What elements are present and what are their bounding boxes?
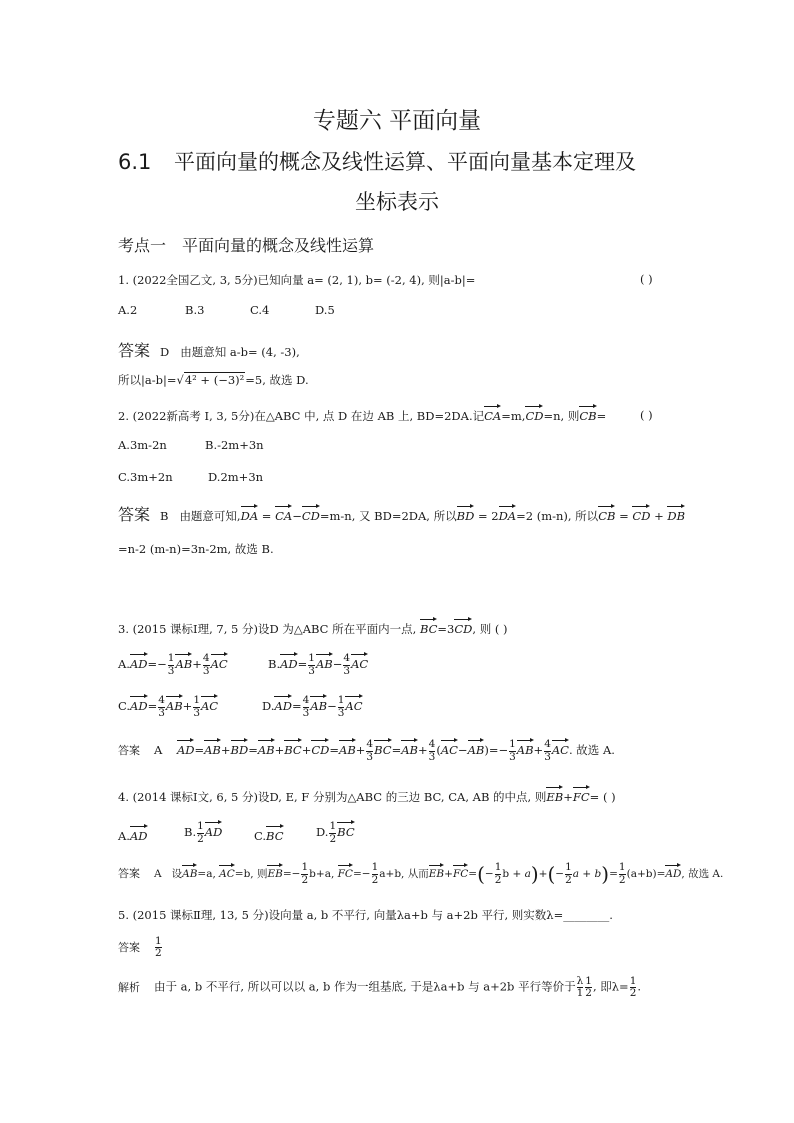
fraction	[203, 653, 210, 676]
numerator: 1	[301, 861, 309, 874]
answer-label: 答案	[118, 940, 140, 954]
denominator: 3	[202, 664, 210, 677]
q1-answer-line2: 所以|a-b|=√4² + (−3)²=5, 故选 D.	[118, 373, 309, 387]
vector: AB	[339, 738, 356, 757]
fraction	[303, 695, 310, 718]
numerator: 1	[197, 820, 204, 833]
q5-stem: 5. (2015 课标Ⅱ理, 13, 5 分)设向量 a, b 不平行, 向量λa+b 与 a+2b 平行, 则实数λ=________.	[118, 908, 613, 922]
q3-option-b: B.AD= $\frac{1}{3}$ AB− $\frac{4}{3}$ AC	[268, 652, 369, 677]
q5-explanation	[118, 976, 641, 999]
numerator: 1	[585, 975, 592, 987]
vector: AD	[205, 820, 223, 839]
answer-text: =2 (m-n), 所以	[516, 509, 599, 523]
q4-option-d	[316, 820, 355, 845]
q2-answer: 答案 B 由题意可知,DA = CA−CD=m-n, 又 BD=2DA, 所以BD = 2DA=2 (m-n), 所以CB = CD + DB	[118, 505, 686, 524]
answer-text: 由题意可知,	[179, 509, 241, 523]
numerator: λ	[576, 975, 584, 987]
vector: BC	[374, 738, 391, 757]
section-title-line2: 坐标表示	[355, 190, 439, 214]
vector: CA	[275, 504, 292, 523]
vector: CD	[302, 504, 320, 523]
q3-option-d: D.AD= $\frac{4}{3}$ AB− $\frac{1}{3}$ AC	[262, 694, 363, 719]
vector: AD	[274, 694, 292, 713]
answer-text: =5, 故选 D.	[245, 373, 309, 387]
vector: FC	[453, 863, 468, 880]
q4-answer: 答案 A 设AB=a, AC=b, 则EB=− $\frac{1}{2}$ b+a, FC=− $\frac{1}{2}$ a+b, 从而EB+FC=(− $\frac{1}{2}$ b + a)+(− $\frac{1}{2}$ a + b)= $\frac{1}{2}$ (a+b)=AD, 故选 A.	[118, 861, 724, 886]
denominator: 3	[343, 664, 351, 677]
option-label: D.	[262, 699, 275, 713]
denominator: 2	[301, 873, 309, 886]
denominator: 3	[302, 706, 310, 719]
vector: AD	[130, 652, 148, 671]
section-number: 6.1	[118, 150, 152, 174]
vector: CB	[579, 404, 596, 423]
vector: AD	[177, 738, 195, 757]
vector: AC	[211, 652, 228, 671]
vector: AB	[182, 863, 197, 880]
denominator: 1	[576, 987, 584, 1000]
vector: AB	[401, 738, 418, 757]
answer-letter: A	[154, 868, 162, 880]
numerator: 1	[629, 975, 637, 987]
vector: AB	[316, 652, 333, 671]
numerator: 1	[167, 652, 175, 665]
vector: AC	[351, 652, 368, 671]
denominator: 3	[308, 664, 315, 677]
fraction	[329, 821, 336, 844]
answer-text: 设	[171, 868, 183, 880]
fraction	[429, 739, 436, 762]
denominator: 3	[167, 664, 175, 677]
vector: DA	[241, 504, 259, 523]
denominator: 3	[544, 750, 551, 763]
section-title-line1: 平面向量的概念及线性运算、平面向量基本定理及	[174, 150, 636, 174]
topic-heading	[118, 233, 374, 256]
answer-letter: B	[160, 509, 169, 523]
vector: AD	[665, 863, 681, 880]
fraction	[197, 821, 204, 844]
q3-stem	[118, 617, 508, 637]
text: =	[596, 409, 607, 423]
option-label: C.	[254, 829, 267, 843]
numerator: 4	[544, 738, 551, 751]
vector: AB	[468, 738, 485, 757]
denominator: 2	[585, 987, 592, 1000]
text: , 则 ( )	[472, 622, 508, 636]
numerator: 1	[308, 652, 315, 665]
q3-answer: 答案 A AD=AB+BD=AB+BC+CD=AB+ $\frac{4}{3}$ BC=AB+ $\frac{4}{3}$ (AC−AB)=− $\frac{1}{3}$ AB+ $\frac{4}{3}$ AC. 故选 A.	[118, 738, 615, 763]
numerator: 1	[618, 861, 626, 874]
q1-option-b: B.3	[185, 303, 205, 317]
fraction	[495, 862, 502, 885]
vector: BC	[420, 617, 437, 636]
answer-label: 答案	[118, 744, 140, 757]
q1-option-d: D.5	[315, 303, 335, 317]
vector: CD	[525, 404, 543, 423]
q4-stem: 4. (2014 课标Ⅰ文, 6, 5 分)设D, E, F 分别为△ABC 的三边 BC, CA, AB 的中点, 则EB+FC= ( )	[118, 785, 616, 805]
fraction	[585, 976, 592, 999]
denominator: 2	[494, 873, 502, 886]
fraction	[509, 739, 516, 762]
vector: EB	[429, 863, 444, 880]
section-heading	[118, 146, 636, 176]
denominator: 2	[565, 873, 572, 886]
q2-option-b: B.-2m+3n	[205, 438, 264, 452]
vector: AC	[345, 694, 362, 713]
explanation-text: .	[637, 979, 642, 994]
vector: EB	[546, 785, 563, 804]
denominator: 3	[366, 750, 374, 763]
q1-option-c: C.4	[250, 303, 270, 317]
vector: DA	[499, 504, 517, 523]
fraction	[308, 653, 315, 676]
fraction	[544, 739, 551, 762]
answer-label: 答案	[118, 341, 151, 360]
denominator: 2	[371, 873, 379, 886]
vector: EB	[267, 863, 282, 880]
page-title: 专题六 平面向量	[312, 108, 482, 134]
denominator: 3	[509, 750, 516, 763]
numerator: 1	[155, 935, 162, 947]
option-label: B.	[184, 825, 197, 839]
q1-paren: ( )	[640, 272, 653, 286]
denominator: 2	[155, 947, 162, 960]
q2-answer-line2: =n-2 (m-n)=3n-2m, 故选 B.	[118, 542, 274, 556]
option-label: C.	[118, 699, 131, 713]
denominator: 2	[629, 987, 637, 1000]
q4-option-a	[118, 824, 148, 843]
denominator: 3	[193, 706, 200, 719]
q2-option-a: A.3m-2n	[118, 438, 167, 452]
vector: BD	[457, 504, 475, 523]
q4-option-c	[254, 824, 284, 843]
vector: CD	[632, 504, 650, 523]
vector: AC	[201, 694, 218, 713]
numerator: 1	[509, 738, 516, 751]
vector: AB	[258, 738, 275, 757]
option-label: A.	[118, 657, 130, 671]
denominator: 2	[618, 873, 626, 886]
answer-text: . 故选 A.	[568, 743, 615, 757]
q1-stem: 1. (2022全国乙文, 3, 5分)已知向量 a= (2, 1), b= (-2, 4), 则|a-b|=	[118, 273, 476, 287]
option-label: D.	[316, 825, 329, 839]
fraction	[343, 653, 350, 676]
fraction	[577, 976, 584, 999]
answer-fraction	[155, 936, 162, 959]
explanation-text: 由于 a, b 不平行, 所以可以以 a, b 作为一组基底, 于是λa+b 与 a+2b 平行等价于	[154, 979, 576, 994]
explanation-text: , 即λ=	[592, 979, 629, 994]
topic-title: 平面向量的概念及线性运算	[182, 236, 375, 255]
fraction	[630, 976, 637, 999]
vector: CA	[484, 404, 501, 423]
numerator: 4	[428, 738, 436, 751]
answer-letter: D	[160, 345, 170, 359]
numerator: 4	[302, 694, 310, 707]
answer-text: 由题意知 a-b= (4, -3),	[180, 345, 300, 359]
vector: AB	[517, 738, 534, 757]
denominator: 3	[428, 750, 436, 763]
answer-label: 答案	[118, 505, 151, 524]
q2-option-c: C.3m+2n	[118, 470, 173, 484]
vector: AB	[166, 694, 183, 713]
text: =3	[437, 622, 455, 636]
fraction	[301, 862, 308, 885]
fraction	[193, 695, 200, 718]
numerator: 4	[366, 738, 374, 751]
numerator: 4	[202, 652, 210, 665]
numerator: 4	[158, 694, 165, 707]
q2-stem-text: 2. (2022新高考 I, 3, 5分)在△ABC 中, 点 D 在边 AB 上, BD=2DA.记	[118, 409, 485, 423]
topic-label: 考点一	[118, 236, 167, 255]
text: =m,	[501, 409, 526, 423]
vector: AC	[552, 738, 569, 757]
text: =n, 则	[543, 409, 580, 423]
vector: DB	[667, 504, 685, 523]
fraction	[338, 695, 345, 718]
vector: AD	[130, 694, 148, 713]
option-label: A.	[118, 829, 130, 843]
q1-option-a: A.2	[118, 303, 138, 317]
answer-text: =m-n, 又 BD=2DA, 所以	[319, 509, 457, 523]
vector: BC	[337, 820, 354, 839]
answer-text: 所以|a-b|=	[118, 373, 177, 387]
vector: FC	[338, 863, 353, 880]
numerator: 1	[371, 861, 379, 874]
vector: CB	[598, 504, 615, 523]
answer-text: , 故选 A.	[681, 868, 724, 880]
vector: AC	[219, 863, 235, 880]
q1-answer	[118, 338, 300, 361]
denominator: 2	[329, 832, 337, 845]
vector: BC	[266, 824, 283, 843]
vector: AD	[130, 824, 148, 843]
numerator: 1	[494, 861, 502, 874]
vector: FC	[573, 785, 590, 804]
fraction	[619, 862, 626, 885]
q4-stem-text: 4. (2014 课标Ⅰ文, 6, 5 分)设D, E, F 分别为△ABC 的三边 BC, CA, AB 的中点, 则	[118, 790, 547, 804]
sqrt-expression: 4² + (−3)²	[184, 373, 245, 387]
q4-option-b	[184, 820, 222, 845]
text: = ( )	[589, 790, 616, 804]
answer-letter: A	[154, 743, 163, 757]
vector: AB	[175, 652, 192, 671]
denominator: 3	[158, 706, 165, 719]
vector: CD	[311, 738, 329, 757]
q3-option-a: A.AD=− $\frac{1}{3}$ AB+ $\frac{4}{3}$ AC	[118, 652, 228, 677]
numerator: 1	[565, 861, 572, 874]
numerator: 1	[193, 694, 200, 707]
fraction	[565, 862, 572, 885]
vector: AB	[204, 738, 221, 757]
denominator: 2	[197, 832, 204, 845]
fraction	[158, 695, 165, 718]
fraction	[168, 653, 175, 676]
q3-option-c: C.AD= $\frac{4}{3}$ AB+ $\frac{1}{3}$ AC	[118, 694, 219, 719]
vector: AC	[441, 738, 458, 757]
vector: BD	[231, 738, 249, 757]
fraction	[372, 862, 379, 885]
denominator: 3	[337, 706, 345, 719]
q5-answer	[118, 936, 163, 959]
fraction	[366, 739, 373, 762]
option-label: B.	[268, 657, 281, 671]
vector: AB	[310, 694, 327, 713]
q2-option-d: D.2m+3n	[208, 470, 264, 484]
vector: BC	[284, 738, 301, 757]
vector: CD	[454, 617, 472, 636]
answer-label: 答案	[118, 867, 140, 880]
vector: AD	[280, 652, 298, 671]
q3-stem-text: 3. (2015 课标Ⅰ理, 7, 5 分)设D 为△ABC 所在平面内一点,	[118, 622, 417, 636]
q2-paren: ( )	[640, 408, 653, 422]
numerator: 1	[337, 694, 345, 707]
numerator: 4	[343, 652, 351, 665]
explanation-label: 解析	[118, 980, 140, 994]
q2-stem	[118, 404, 606, 424]
numerator: 1	[329, 820, 337, 833]
